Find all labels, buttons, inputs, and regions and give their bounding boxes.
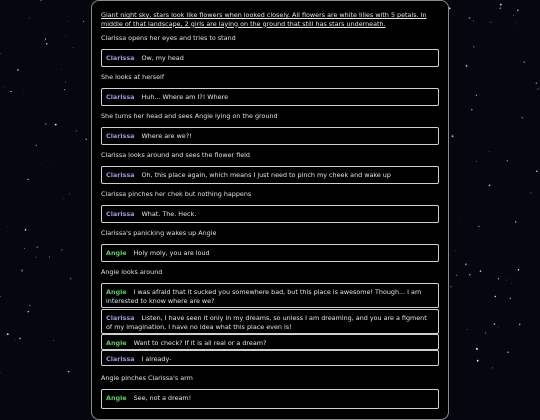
dialogue-text: Want to check? If it is all real or a dream? [134,339,267,347]
dialogue-text: I was afraid that it sucked you somewhere bad, but this place is awesome! Though... I am interested to know where are we? [106,288,421,305]
star [490,22,491,23]
speaker-name: Clarissa [106,314,134,322]
star [21,270,23,272]
star [515,221,516,222]
star [499,7,501,9]
star [511,283,512,284]
star [36,257,37,258]
speaker-name: Clarissa [106,210,134,218]
dialogue-text: Oh, this place again, which means I just need to pinch my cheek and wake up [141,171,390,179]
speaker-name: Clarissa [106,93,134,101]
star [5,87,6,88]
star [506,280,507,281]
star [8,227,9,228]
dialogue-box [101,88,439,106]
star [29,305,30,306]
dialogue-text: Ow, my head [141,54,183,62]
star [485,332,486,333]
star [61,69,62,70]
star [536,170,538,172]
star [53,340,54,341]
star [473,46,474,47]
star [67,21,68,22]
star [494,323,495,324]
dialogue-box [101,309,439,334]
star [70,278,72,280]
star [519,324,521,326]
star [517,9,519,11]
dialogue-box [101,389,439,409]
star [510,298,511,299]
star [40,0,41,1]
speaker-name: Clarissa [106,54,134,62]
star [495,296,496,297]
narration-line: Angie pinches Clarissa's arm [101,374,441,382]
star [492,367,493,368]
star [518,269,520,271]
speaker-name: Clarissa [106,171,134,179]
star [73,47,74,48]
star [465,263,467,265]
star [46,43,48,45]
narration-line: She looks at herself [101,73,441,81]
star [64,198,65,199]
star [489,185,491,187]
star [68,371,70,373]
dialogue-text: See, not a dream! [134,394,192,402]
star [456,275,457,276]
star [23,94,24,95]
narration-line: Clarissa pinches her chek but nothing happens [101,190,441,198]
star [498,327,499,328]
star [69,193,70,194]
dialogue-text: Listen, I have seen it only in my dreams, so unless I am dreaming, and you are a figment of my imagination, I have no idea what this place even is! [106,314,427,331]
star [28,311,30,313]
star [524,61,525,62]
star [85,139,87,141]
star [43,43,44,44]
star [45,39,46,40]
dialogue-box [101,49,439,67]
star [76,130,77,131]
dialogue-text: What. The. Heck. [141,210,196,218]
dialogue-box [101,205,439,223]
star [452,134,453,135]
star [536,82,537,83]
speaker-name: Angie [106,394,127,402]
star [476,348,478,350]
narration-line: Angie looks around [101,268,441,276]
dialogue-text: Holy moly, you are loud [134,249,210,257]
star [473,20,474,21]
star [498,278,499,279]
star [45,123,46,124]
star [65,82,66,83]
dialogue-box [101,166,439,184]
star [36,145,37,146]
speaker-name: Angie [106,249,127,257]
star [10,91,11,92]
star [480,270,482,272]
star [44,40,45,41]
star [476,95,477,96]
dialogue-text: Where are we?! [141,132,191,140]
dialogue-box [101,350,439,366]
dialogue-box [101,244,439,262]
star [467,329,468,330]
speaker-name: Angie [106,339,127,347]
narration-line: Clarissa opens her eyes and tries to stand [101,34,441,42]
star [507,351,509,353]
star [0,296,1,297]
star [449,7,451,9]
star [19,338,21,340]
narration-line: She turns her head and sees Angie lying on the ground [101,112,441,120]
star [15,340,16,341]
star [29,18,30,19]
star [36,246,38,248]
star [537,88,538,89]
star [455,250,456,251]
star [25,229,27,231]
star [24,248,25,249]
star [530,193,531,194]
star [500,4,502,6]
star [61,249,63,251]
speaker-name: Clarissa [106,355,134,363]
star [478,226,479,227]
star [521,117,523,119]
star [48,167,49,168]
star [17,69,19,71]
star [450,286,452,288]
star [469,17,471,19]
dialogue-text: I already- [141,355,171,363]
star [476,161,477,162]
narration-line: Clarissa's panicking wakes up Angie [101,229,441,237]
star [452,135,454,137]
speaker-name: Angie [106,288,127,296]
star [0,53,1,54]
star [49,256,50,257]
star [477,360,479,362]
star [460,218,461,219]
star [489,151,490,152]
star [469,274,470,275]
star [513,15,514,16]
star [507,160,509,162]
star [64,89,65,90]
narration-line: Clarissa looks around and sees the flower field [101,151,441,159]
star [83,21,84,22]
star [515,23,516,24]
dialogue-box [101,127,439,145]
star [42,164,43,165]
star [466,65,468,67]
star [471,109,473,111]
speaker-name: Clarissa [106,132,134,140]
star [515,29,516,30]
story-panel[interactable] [91,0,449,420]
dialogue-box [101,334,439,350]
star [66,36,67,37]
star [55,124,57,126]
star [7,333,9,335]
star [28,179,29,180]
scene-description: Giant night sky, stars look like flowers when looked closely. All flowers are white lilies with 5 petals. In middle of that landscape, 2 girls are laying on the ground that still has stars underneath. [101,11,441,28]
dialogue-box [101,283,439,308]
dialogue-text: Huh... Where am I?! Where [141,93,228,101]
